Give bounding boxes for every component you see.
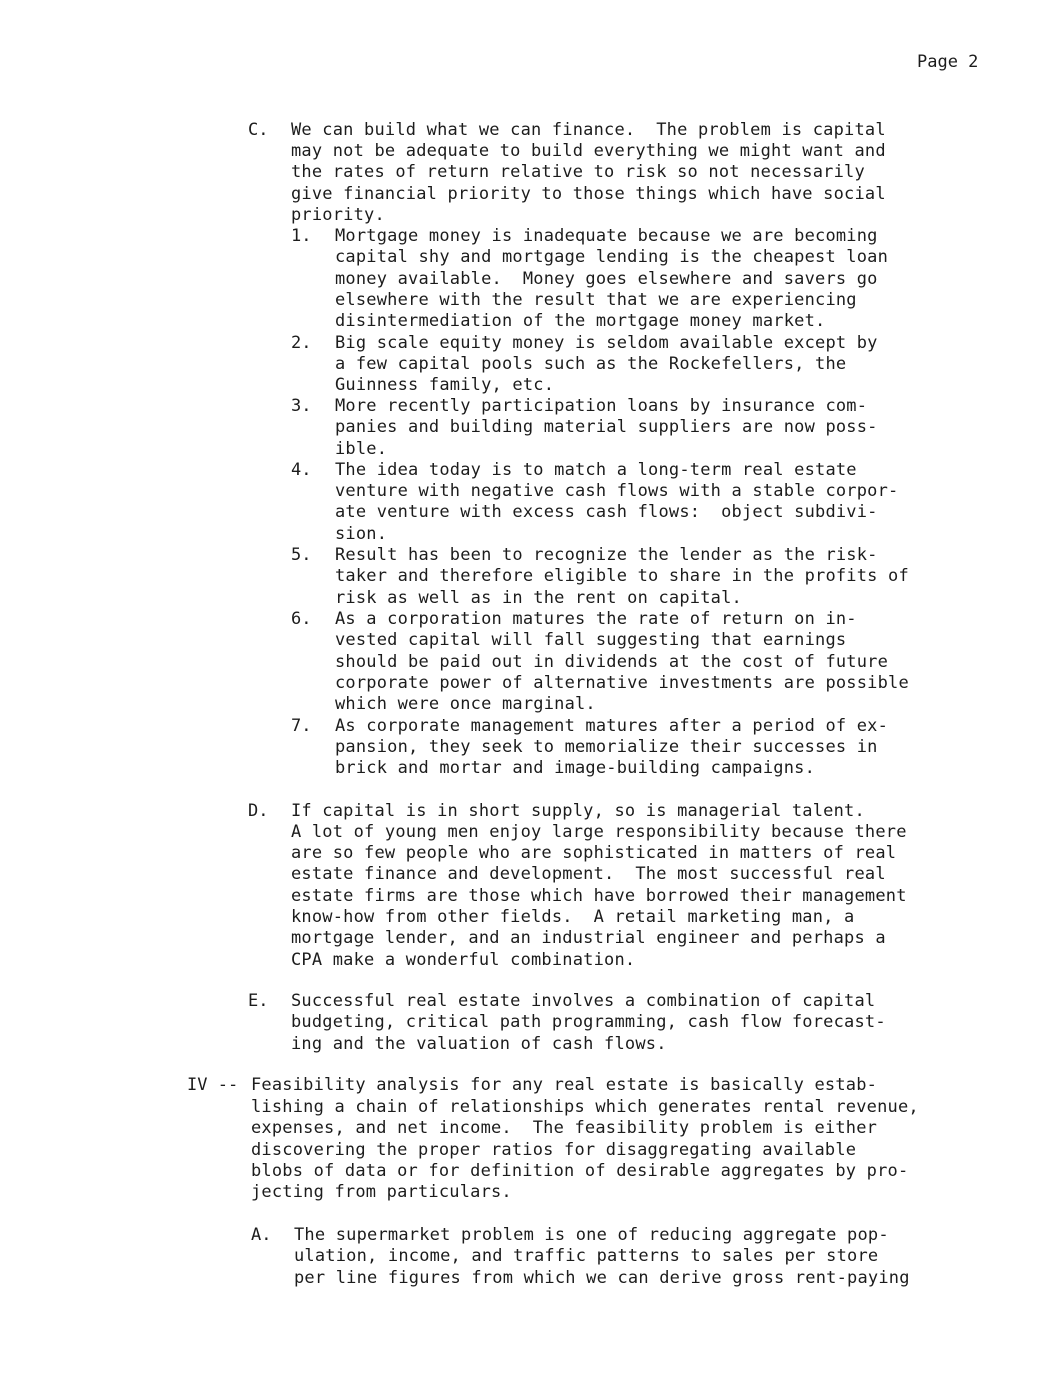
list-item-marker: 2. <box>291 333 312 353</box>
list-item-marker: 7. <box>291 716 312 736</box>
list-item-line: Result has been to recognize the lender as the risk- <box>335 545 878 565</box>
list-item-marker: 3. <box>291 396 312 416</box>
list-item-marker: 5. <box>291 545 312 565</box>
list-item-line: ate venture with excess cash flows: object subdivi- <box>335 502 878 522</box>
section-iv-line: expenses, and net income. The feasibility problem is either <box>251 1118 878 1138</box>
section-d-line: know-how from other fields. A retail marketing man, a <box>291 907 855 927</box>
list-item-marker: 1. <box>291 226 312 246</box>
section-iv-line: lishing a chain of relationships which generates rental revenue, <box>251 1097 919 1117</box>
list-item-line: Guinness family, etc. <box>335 375 555 395</box>
section-iv-marker: IV -- <box>187 1075 239 1095</box>
section-c-line: give financial priority to those things which have social <box>291 184 886 204</box>
section-iv-a-line: ulation, income, and traffic patterns to sales per store <box>294 1246 879 1266</box>
section-c-line: may not be adequate to build everything we might want and <box>291 141 886 161</box>
section-iv-line: blobs of data or for definition of desirable aggregates by pro- <box>251 1161 909 1181</box>
list-item-line: should be paid out in dividends at the cost of future <box>335 652 889 672</box>
list-item-line: venture with negative cash flows with a stable corpor- <box>335 481 899 501</box>
section-d-line: If capital is in short supply, so is managerial talent. <box>291 801 865 821</box>
list-item-line: Big scale equity money is seldom available except by <box>335 333 878 353</box>
list-item-marker: 6. <box>291 609 312 629</box>
section-e-marker: E. <box>248 991 269 1011</box>
list-item-line: elsewhere with the result that we are experiencing <box>335 290 857 310</box>
section-c-line: We can build what we can finance. The problem is capital <box>291 120 886 140</box>
page-number: Page 2 <box>917 52 979 72</box>
section-d-line: estate firms are those which have borrowed their management <box>291 886 907 906</box>
list-item-line: brick and mortar and image-building campaigns. <box>335 758 816 778</box>
section-d-line: A lot of young men enjoy large responsibility because there <box>291 822 907 842</box>
section-d-line: are so few people who are sophisticated in matters of real <box>291 843 897 863</box>
list-item-line: corporate power of alternative investments are possible <box>335 673 909 693</box>
list-item-line: As corporate management matures after a period of ex- <box>335 716 889 736</box>
list-item-line: capital shy and mortgage lending is the cheapest loan <box>335 247 889 267</box>
list-item-line: taker and therefore eligible to share in the profits of <box>335 566 909 586</box>
list-item-line: vested capital will fall suggesting that earnings <box>335 630 847 650</box>
list-item-line: The idea today is to match a long-term real estate <box>335 460 857 480</box>
section-d-line: estate finance and development. The most successful real <box>291 864 886 884</box>
list-item-line: a few capital pools such as the Rockefellers, the <box>335 354 847 374</box>
section-c-line: priority. <box>291 205 385 225</box>
section-e-line: ing and the valuation of cash flows. <box>291 1034 667 1054</box>
section-iv-line: Feasibility analysis for any real estate is basically estab- <box>251 1075 878 1095</box>
section-iv-line: jecting from particulars. <box>251 1182 512 1202</box>
section-c-line: the rates of return relative to risk so not necessarily <box>291 162 865 182</box>
section-d-line: CPA make a wonderful combination. <box>291 950 636 970</box>
list-item-line: which were once marginal. <box>335 694 596 714</box>
section-e-line: budgeting, critical path programming, cash flow forecast- <box>291 1012 886 1032</box>
list-item-line: Mortgage money is inadequate because we are becoming <box>335 226 878 246</box>
list-item-line: money available. Money goes elsewhere and savers go <box>335 269 878 289</box>
section-d-line: mortgage lender, and an industrial engineer and perhaps a <box>291 928 886 948</box>
list-item-line: As a corporation matures the rate of return on in- <box>335 609 857 629</box>
section-d-marker: D. <box>248 801 269 821</box>
list-item-line: sion. <box>335 524 388 544</box>
section-c-marker: C. <box>248 120 269 140</box>
section-iv-line: discovering the proper ratios for disaggregating available <box>251 1140 857 1160</box>
list-item-line: panies and building material suppliers are now poss- <box>335 417 878 437</box>
list-item-line: risk as well as in the rent on capital. <box>335 588 742 608</box>
section-e-line: Successful real estate involves a combination of capital <box>291 991 876 1011</box>
section-iv-a-marker: A. <box>251 1225 272 1245</box>
list-item-line: ible. <box>335 439 388 459</box>
list-item-line: pansion, they seek to memorialize their successes in <box>335 737 878 757</box>
section-iv-a-line: The supermarket problem is one of reducing aggregate pop- <box>294 1225 889 1245</box>
list-item-line: More recently participation loans by insurance com- <box>335 396 868 416</box>
list-item-marker: 4. <box>291 460 312 480</box>
list-item-line: disintermediation of the mortgage money market. <box>335 311 826 331</box>
section-iv-a-line: per line figures from which we can derive gross rent-paying <box>294 1268 910 1288</box>
